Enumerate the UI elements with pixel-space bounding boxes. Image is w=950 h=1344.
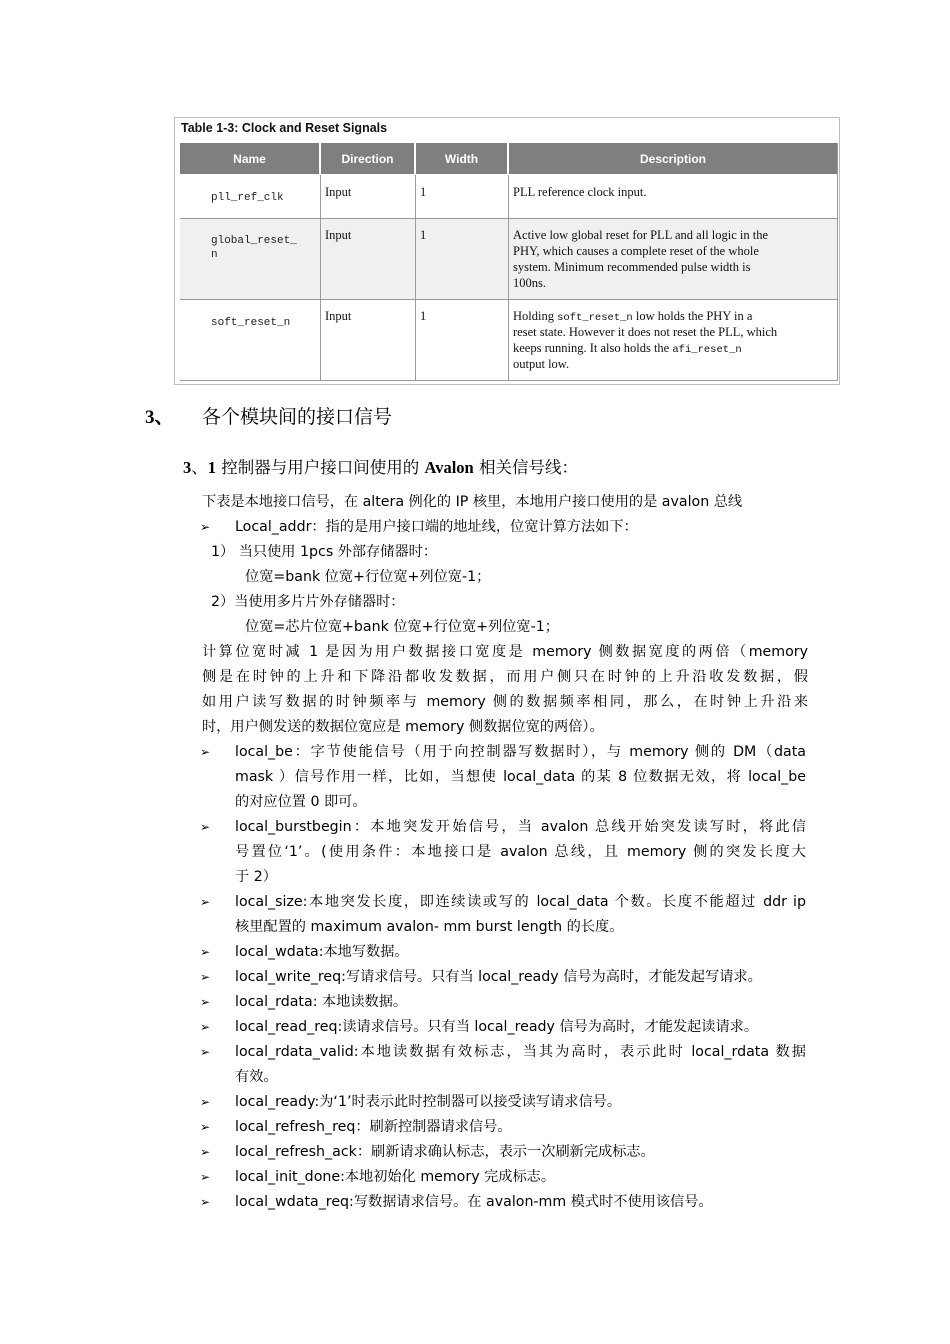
- bullet-icon: ➢: [200, 970, 211, 984]
- signal-direction: Input: [325, 228, 352, 242]
- explain-line: 侧是在时钟的上升和下降沿都收发数据，而用户侧只在时钟的上升沿收发数据，假: [202, 669, 808, 685]
- signal-direction: Input: [325, 309, 352, 323]
- signal-name: pll_ref_clk: [211, 192, 284, 204]
- signal-description: Holding soft_reset_n low holds the PHY in a: [513, 309, 753, 324]
- subsection-heading: 3、1 控制器与用户接口间使用的 Avalon 相关信号线：: [183, 458, 578, 477]
- section-heading: [145, 402, 393, 429]
- formula-1: 位宽=bank 位宽+行位宽+列位宽-1；: [245, 569, 491, 585]
- bullet-icon: ➢: [200, 1020, 211, 1034]
- bullet-icon: ➢: [200, 1095, 211, 1109]
- signal-width: 1: [420, 185, 427, 199]
- table-figure: [174, 117, 840, 385]
- list-item: local_read_req:读请求信号。只有当 local_ready 信号为高时，才能发起读请求。: [235, 1019, 759, 1035]
- case-1: 1） 当只使用 1pcs 外部存储器时：: [211, 544, 438, 560]
- bullet-icon: ➢: [200, 895, 211, 909]
- list-item: 的对应位置 0 即可。: [235, 794, 367, 810]
- list-item: mask ）信号作用一样，比如，当想使 local_data 的某 8 位数据无效，将 local_be: [235, 769, 806, 785]
- column-divider: [837, 143, 838, 381]
- case-2: 2）当使用多片片外存储器时：: [211, 594, 405, 610]
- signal-name: global_reset_: [211, 235, 297, 247]
- signal-description: keeps running. It also holds the afi_reset_n: [513, 341, 742, 356]
- explain-line: 时，用户侧发送的数据位宽应是 memory 侧数据位宽的两倍）。: [202, 719, 604, 735]
- list-item: local_write_req:写请求信号。只有当 local_ready 信号为高时，才能发起写请求。: [235, 969, 762, 985]
- header-description: Description: [509, 143, 837, 174]
- signal-description: PLL reference clock input.: [513, 185, 647, 199]
- list-item: local_refresh_req：刷新控制器请求信号。: [235, 1119, 512, 1135]
- list-item: local_wdata_req:写数据请求信号。在 avalon-mm 模式时不使用该信号。: [235, 1194, 713, 1210]
- list-item: 号置位‘1’。(使用条件：本地接口是 avalon 总线，且 memory 侧的突发长度大: [235, 844, 806, 860]
- bullet-icon: ➢: [200, 945, 211, 959]
- list-item: local_burstbegin：本地突发开始信号，当 avalon 总线开始突发读写时，将此信: [235, 819, 806, 835]
- signal-width: 1: [420, 309, 427, 323]
- bullet-icon: ➢: [200, 520, 211, 534]
- signal-description: Active low global reset for PLL and all logic in the: [513, 228, 769, 242]
- header-direction: Direction: [321, 143, 414, 174]
- table-title: Table 1-3: Clock and Reset Signals: [181, 121, 388, 135]
- bullet-icon: ➢: [200, 1145, 211, 1159]
- signal-description: 100ns.: [513, 276, 546, 290]
- column-divider: [415, 175, 416, 381]
- bullet-icon: ➢: [200, 1120, 211, 1134]
- section-title: 各个模块间的接口信号: [202, 406, 393, 428]
- column-divider: [508, 175, 509, 381]
- column-divider: [320, 175, 321, 381]
- signal-width: 1: [420, 228, 427, 242]
- list-item: local_size:本地突发长度，即连续读或写的 local_data 个数。长度不能超过 ddr ip: [235, 894, 806, 910]
- local-addr-text: Local_addr：指的是用户接口端的地址线，位宽计算方法如下：: [235, 519, 638, 535]
- list-item: local_rdata: 本地读数据。: [235, 994, 408, 1010]
- list-item: local_refresh_ack：刷新请求确认标志，表示一次刷新完成标志。: [235, 1144, 655, 1160]
- header-name: Name: [180, 143, 319, 174]
- signal-description: system. Minimum recommended pulse width is: [513, 260, 751, 274]
- formula-2: 位宽=芯片位宽+bank 位宽+行位宽+列位宽-1；: [245, 619, 559, 635]
- list-item: local_rdata_valid:本地读数据有效标志，当其为高时，表示此时 local_rdata 数据: [235, 1044, 806, 1060]
- bullet-icon: ➢: [200, 1045, 211, 1059]
- list-item: local_be：字节使能信号（用于向控制器写数据时），与 memory 侧的 DM（data: [235, 744, 806, 760]
- list-item: 核里配置的 maximum avalon- mm burst length 的长度。: [235, 919, 624, 935]
- section-number: 3、: [145, 407, 174, 428]
- signal-description: reset state. However it does not reset the PLL, which: [513, 325, 778, 339]
- intro-paragraph: 下表是本地接口信号，在 altera 例化的 IP 核里，本地用户接口使用的是 avalon 总线: [202, 494, 743, 510]
- bullet-icon: ➢: [200, 745, 211, 759]
- list-item: local_init_done:本地初始化 memory 完成标志。: [235, 1169, 556, 1185]
- list-item: local_ready:为‘1’时表示此时控制器可以接受读写请求信号。: [235, 1094, 622, 1110]
- bullet-icon: ➢: [200, 820, 211, 834]
- signal-direction: Input: [325, 185, 352, 199]
- bullet-icon: ➢: [200, 995, 211, 1009]
- header-width: Width: [416, 143, 507, 174]
- bullet-icon: ➢: [200, 1170, 211, 1184]
- signal-name: soft_reset_n: [211, 317, 291, 329]
- list-item: 有效。: [235, 1069, 278, 1085]
- bullet-icon: ➢: [200, 1195, 211, 1209]
- signal-description: output low.: [513, 357, 570, 371]
- explain-line: 计算位宽时减 1 是因为用户数据接口宽度是 memory 侧数据宽度的两倍（memory: [202, 644, 808, 660]
- explain-line: 如用户读写数据的时钟频率与 memory 侧的数据频率相同，那么，在时钟上升沿来: [202, 694, 808, 710]
- list-item: local_wdata:本地写数据。: [235, 944, 409, 960]
- signal-name-continued: n: [211, 249, 218, 261]
- list-item: 于 2）: [235, 869, 277, 885]
- signal-description: PHY, which causes a complete reset of the whole: [513, 244, 759, 258]
